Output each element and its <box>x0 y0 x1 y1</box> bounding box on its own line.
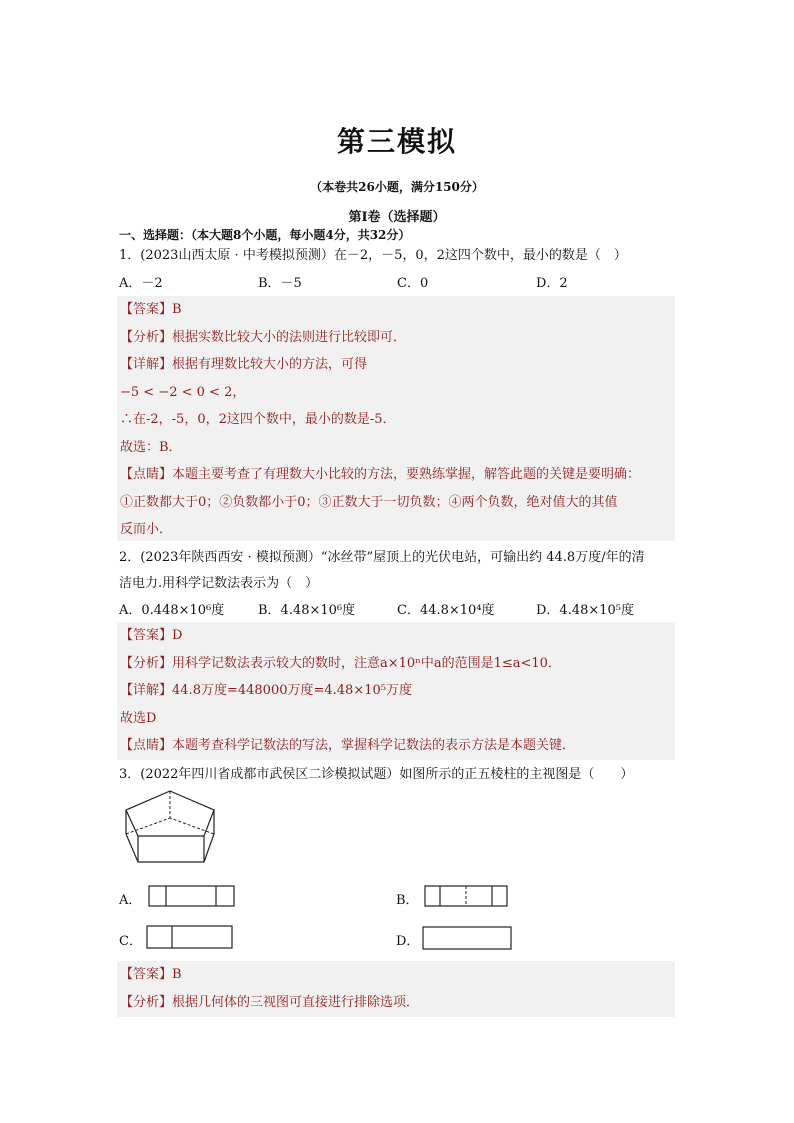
q1-comment-line2: ①正数都大于0；②负数都小于0；③正数大于一切负数；④两个负数，绝对值大的其值 <box>120 494 618 510</box>
q1-stem: 1．(2023山西太原 · 中考模拟预测）在－2，－5，0，2这四个数中，最小的数是（ ） <box>119 248 627 263</box>
q1-answer: 【答案】B <box>120 302 182 317</box>
q1-option-c: C．0 <box>397 276 429 291</box>
q1-detail: 根据有理数比较大小的方法，可得 <box>172 357 368 372</box>
q3-analysis: 根据几何体的三视图可直接进行排除选项． <box>172 994 420 1010</box>
q2-choose: 故选D <box>120 710 157 726</box>
q3-option-c-figure <box>146 925 234 949</box>
q1-detail-tag: 【详解】 <box>120 357 173 372</box>
q2-stem-line1: 2．(2023年陕西西安 · 模拟预测）“冰丝带”屋顶上的光伏电站，可输出约 44.8万度/年的清 <box>119 550 645 565</box>
q1-detail-line2: −5 < −2 < 0 < 2， <box>120 384 246 400</box>
q3-option-c-label: C． <box>119 934 142 949</box>
q3-option-a-figure <box>148 885 236 907</box>
q2-option-a: A．0.448×10⁶度 <box>119 603 225 618</box>
q3-analysis-tag: 【分析】 <box>120 994 173 1010</box>
q1-analysis: 根据实数比较大小的法则进行比较即可． <box>172 329 407 345</box>
q3-answer: 【答案】B <box>120 967 182 982</box>
q3-solution-box <box>117 961 675 1017</box>
q1-option-d: D．2 <box>536 276 568 291</box>
section-heading: 一、选择题：（本大题8个小题，每小题4分，共32分） <box>119 228 411 242</box>
q2-comment: 本题考查科学记数法的写法，掌握科学记数法的表示方法是本题关键． <box>172 738 576 753</box>
q1-option-a: A．－2 <box>119 276 163 291</box>
q2-stem-line2: 洁电力.用科学记数法表示为（ ） <box>119 576 319 591</box>
volume-heading: 第Ⅰ卷（选择题） <box>348 210 446 225</box>
q1-detail-line3: ∴在-2，-5，0，2这四个数中，最小的数是-5． <box>120 412 396 427</box>
pentagonal-prism-figure <box>118 788 222 870</box>
q2-detail: 44.8万度=448000万度=4.48×10⁵万度 <box>172 683 412 698</box>
q3-stem: 3．(2022年四川省成都市武侯区二诊模拟试题）如图所示的正五棱柱的主视图是（ ） <box>119 767 634 782</box>
q2-solution-box <box>117 622 675 760</box>
q3-option-d-label: D． <box>396 934 420 949</box>
q2-option-b: B．4.48×10⁶度 <box>258 603 356 618</box>
q3-option-b-label: B． <box>396 893 419 908</box>
q1-choose: 故选：B． <box>120 439 182 455</box>
q1-comment: 本题主要考查了有理数大小比较的方法，要熟练掌握，解答此题的关键是要明确： <box>172 467 641 482</box>
q3-option-d-figure <box>422 926 514 950</box>
q2-analysis: 用科学记数法表示较大的数时，注意a×10ⁿ中a的范围是1≤a<10． <box>172 655 561 671</box>
q2-answer: 【答案】D <box>120 628 183 643</box>
q1-analysis-tag: 【分析】 <box>120 329 173 345</box>
q2-comment-tag: 【点睛】 <box>120 738 173 753</box>
q1-option-b: B．－5 <box>258 276 302 291</box>
q1-solution-box <box>117 296 675 541</box>
q3-option-a-label: A． <box>119 893 142 908</box>
q1-comment-tag: 【点睛】 <box>120 467 173 482</box>
q2-option-d: D．4.48×10⁵度 <box>536 603 635 618</box>
q2-option-c: C．44.8×10⁴度 <box>397 603 495 618</box>
q2-analysis-tag: 【分析】 <box>120 655 173 671</box>
q2-detail-tag: 【详解】 <box>120 683 173 698</box>
q3-option-b-figure <box>424 885 510 907</box>
page-title: 第三模拟 <box>336 125 457 158</box>
q1-comment-line3: 反而小． <box>120 522 173 537</box>
exam-subtitle: （本卷共26小题，满分150分） <box>310 180 484 194</box>
